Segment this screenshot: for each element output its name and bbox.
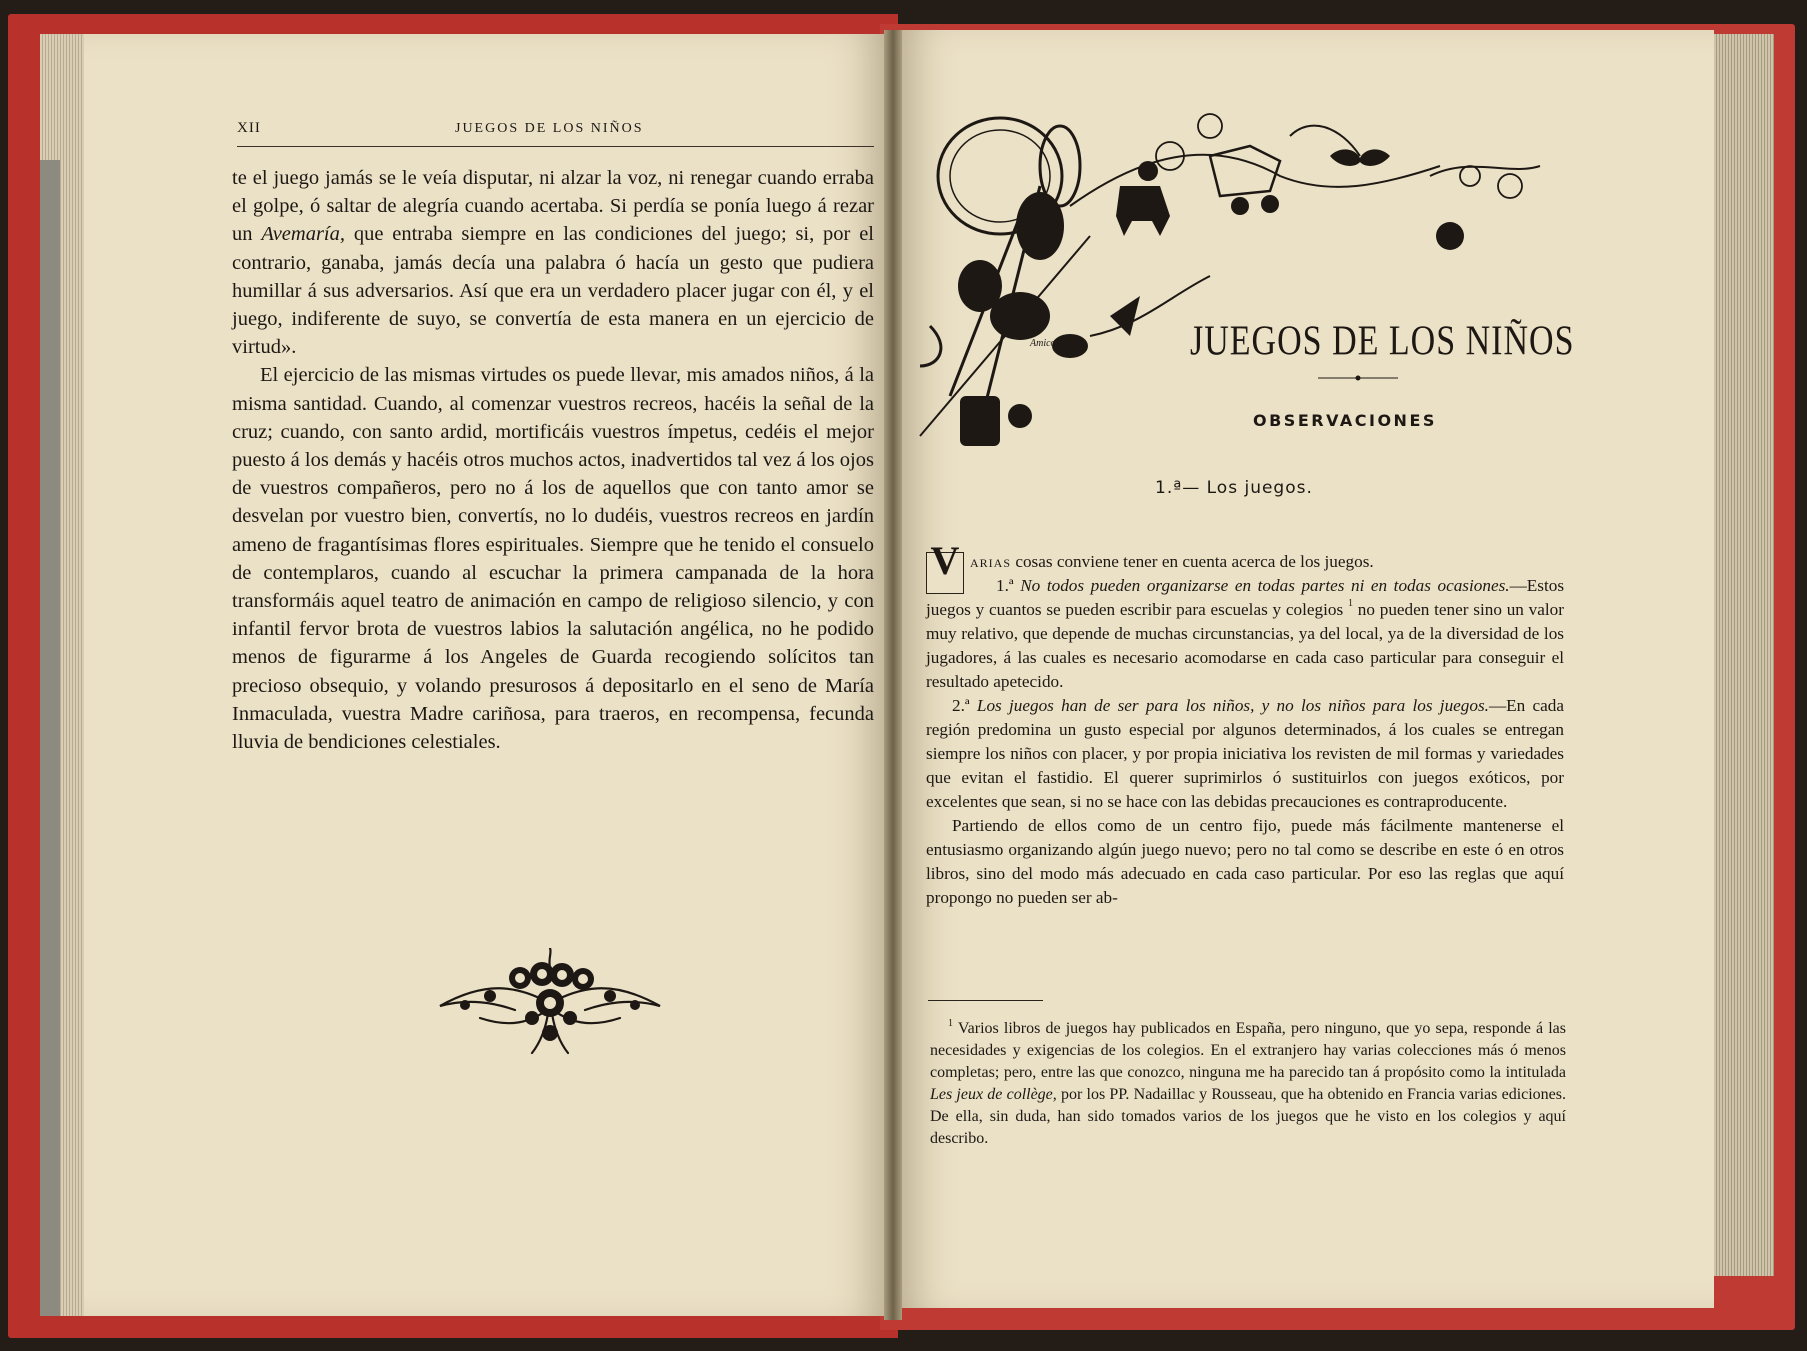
paragraph-text: Varios libros de juegos hay publicados en España, pero ninguno, que yo sepa, responde á las necesidades y exigencias de los colegios. En el extranjero hay varias colecciones más ó menos completas; pero, entre las que conozco, ninguna me ha parecido tan á propósito como la intitulada <box>930 1020 1566 1081</box>
left-body-text <box>232 164 874 756</box>
point-two-paragraph <box>926 694 1564 814</box>
book-gutter <box>884 30 902 1320</box>
point-one-paragraph <box>926 574 1564 694</box>
footnote <box>930 1018 1566 1150</box>
page-number: XII <box>237 120 261 136</box>
intro-paragraph <box>926 538 1564 583</box>
paragraph-text: te el juego jamás se le veía disputar, ni alzar la voz, ni renegar cuando erraba el golpe, ó saltar de alegría cuando acertaba. Si perdía se ponía luego á rezar un <box>232 167 874 246</box>
footnote-number: 1 <box>948 1018 953 1029</box>
drop-cap <box>926 538 964 594</box>
paragraph-text: cosas conviene tener en cuenta acerca de los juegos. <box>1011 552 1374 571</box>
paragraph-text: no pueden tener sino un valor muy relativo, que depende de muchas circunstancias, ya del local, ya de la diversidad de los jugadores, á las cuales es necesario acomodarse en cada caso particular para conseguir el resultado apetecido. <box>926 600 1564 691</box>
paragraph-text: —Estos juegos y cuantos se pueden escribir para escuelas y colegios <box>926 576 1565 619</box>
point-number: 1.ª <box>996 576 1014 595</box>
paragraph: Partiendo de ellos como de un centro fijo, puede más fácilmente mantenerse el entusiasmo organizando algún juego nuevo; pero no tal como se describe en este ó en otros libros, sino del modo más adecuado en cada caso particular. Por eso las reglas que aquí propongo no pueden ser ab- <box>926 816 1564 907</box>
point-heading: No todos pueden organizarse en todas partes ni en todas ocasiones. <box>1020 576 1510 595</box>
point-number: 2.ª <box>952 696 970 715</box>
paragraph-text: que entraba siempre en las condiciones del juego; si, por el contrario, ganaba, jamás decía una palabra ó hacía un gesto que pudiera humillar á sus adversarios. Así que era un verdadero placer jugar con él, y el juego, indiferente de suyo, se convertía de esta manera en un ejercicio de virtud». <box>232 223 874 359</box>
footnote-rule <box>928 1000 1043 1001</box>
point-heading: Los juegos han de ser para los niños, y no los niños para los juegos. <box>976 696 1489 715</box>
running-head <box>237 118 874 147</box>
right-body-text <box>926 538 1565 910</box>
footnote-marker: 1 <box>1347 598 1353 609</box>
paragraph-text: —En cada región predomina un gusto especial por algunos determinados, á los cuales se entregan siempre los niños con placer, y por propia iniciativa los revisten de mil formas y variedades que evitan el fastidio. El querer suprimirlos ó sustituirlos con juegos exóticos, por excelentes que sean, si no se hace con las debidas precauciones es contraproducente. <box>926 696 1564 811</box>
footnote-text <box>930 1018 1566 1150</box>
illustration-signature: Amicola <box>1030 338 1064 349</box>
paragraph-text: por los PP. Nadaillac y Rousseau, que ha obtenido en Francia varias ediciones. De ella, sin duda, han sido tomados varios de los juegos que he visto en los colegios y aquí describo. <box>930 1086 1567 1147</box>
italic-title: Les jeux de collège, <box>930 1086 1057 1103</box>
chapter-subtitle: OBSERVACIONES <box>1253 411 1437 430</box>
chapter-title: JUEGOS DE LOS NIÑOS <box>1190 318 1575 365</box>
section-heading: 1.ª— Los juegos. <box>1155 478 1313 498</box>
drop-cap-letter: V <box>930 538 960 583</box>
italic-word: Avemaría, <box>261 223 346 246</box>
page-edge-shadow <box>40 160 60 1316</box>
paragraph: El ejercicio de las mismas virtudes os puede llevar, mis amados niños, á la misma santidad. Cuando, al comenzar vuestros recreos, hacéis la señal de la cruz; cuando, con santo ardid, mortificáis vuestros ímpetus, cedéis el mejor puesto á los demás y hacéis otros muchos actos, inadvertidos tal vez á los ojos de vuestros compañeros, pero no á los de aquellos que con tanto amor se desvelan por vuestro bien, convertís, no lo dudéis, vuestros recreos en jardín ameno de fragantísimas flores espirituales. Siempre que he tenido el consuelo de contemplaros, cuando al escuchar la primera campanada de la hora transformáis aquel teatro de animación en campo de religioso silencio, y con infantil fervor brota de vuestros labios la salutación angélica, no he podido menos de figurarme á los Angeles de Guarda recogiendo solícitos tan precioso obsequio, y volando presurosos á depositarlo en el seno de María Inmaculada, vuestra Madre cariñosa, para traeros, en recompensa, fecunda lluvia de bendiciones celestiales. <box>232 364 874 754</box>
title-ornament-rule <box>1318 373 1398 383</box>
paragraph <box>232 164 874 361</box>
running-title: JUEGOS DE LOS NIÑOS <box>455 121 644 136</box>
toys-headpiece-illustration <box>910 96 1560 506</box>
floral-tailpiece-ornament <box>420 948 680 1058</box>
small-caps-text: arias <box>970 552 1012 571</box>
page-edges-right <box>1708 34 1774 1276</box>
